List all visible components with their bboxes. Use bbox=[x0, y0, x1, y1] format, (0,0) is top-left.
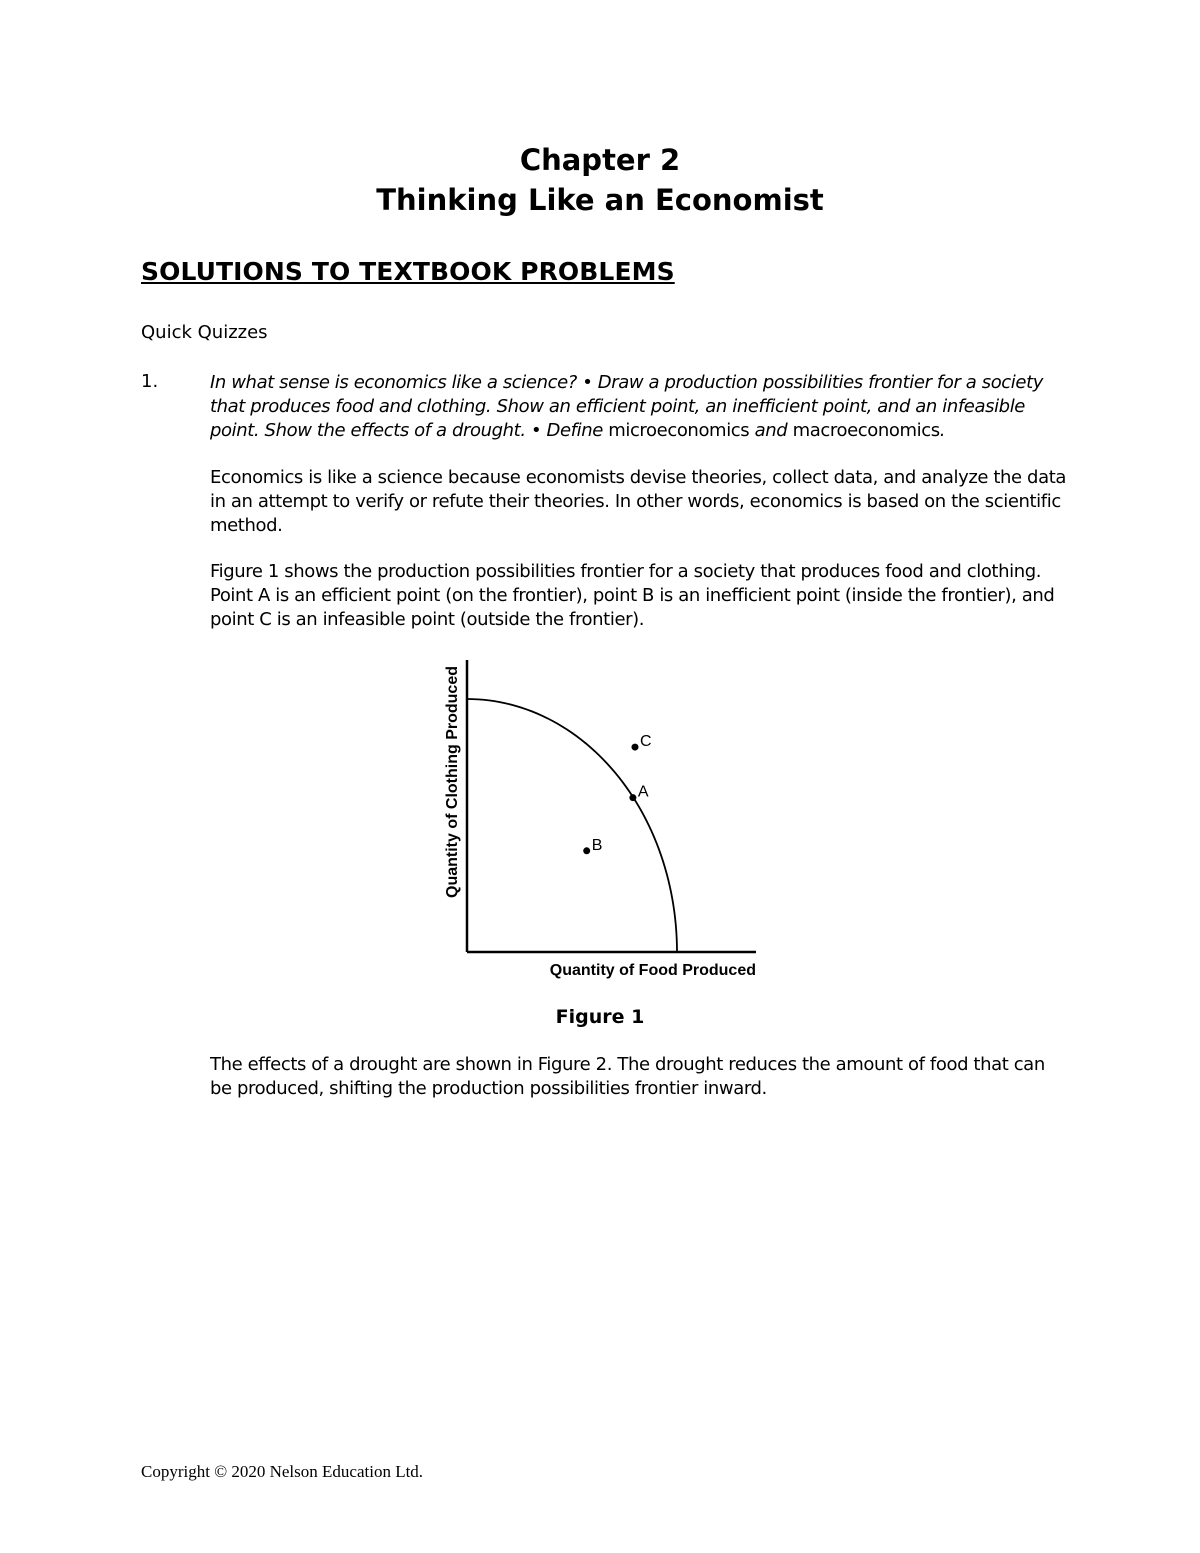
figure-caption: Figure 1 bbox=[555, 1006, 645, 1028]
section-heading: SOLUTIONS TO TEXTBOOK PROBLEMS bbox=[141, 257, 675, 286]
chapter-number: Chapter 2 bbox=[519, 143, 681, 177]
question-end: . bbox=[939, 420, 946, 441]
ppf-figure bbox=[436, 652, 766, 982]
ppf-chart bbox=[436, 652, 766, 982]
term-macroeconomics: macroeconomics bbox=[792, 420, 940, 441]
y-axis-label: Quantity of Clothing Produced bbox=[444, 666, 461, 898]
answer-paragraph-3: The effects of a drought are shown in Figure 2. The drought reduces the amount of food that can be produced, shifting the production possibilities frontier inward. bbox=[210, 1054, 1045, 1099]
point-a-label: A bbox=[637, 783, 649, 801]
chapter-title: Thinking Like an Economist bbox=[376, 183, 824, 217]
point-a-marker bbox=[629, 794, 636, 801]
question-number: 1. bbox=[141, 371, 159, 392]
term-microeconomics: microeconomics bbox=[608, 420, 750, 441]
answer-paragraph-1: Economics is like a science because economists devise theories, collect data, and analyze the data in an attempt to verify or refute their theories. In other words, economics is based on the scientific method. bbox=[210, 467, 1066, 536]
copyright-footer: Copyright © 2020 Nelson Education Ltd. bbox=[141, 1462, 424, 1481]
question-part1: In what sense is economics like a science? • Draw a production possibilities frontier for a society that produces food and clothing. Show an efficient point, an inefficient point, and an infeasible point. Show the effects of a drought. • Define bbox=[210, 372, 1043, 441]
point-b-marker bbox=[583, 847, 590, 854]
x-axis-label: Quantity of Food Produced bbox=[549, 962, 756, 979]
answer-paragraph-2: Figure 1 shows the production possibilities frontier for a society that produces food and clothing. Point A is an efficient point (on the frontier), point B is an inefficient point (inside the frontier), and point C is an infeasible point (outside the frontier). bbox=[210, 561, 1055, 630]
point-c-marker bbox=[632, 744, 639, 751]
question-and: and bbox=[749, 420, 793, 441]
point-b-label: B bbox=[591, 836, 603, 854]
question-text bbox=[210, 371, 1070, 443]
subheading-quick-quizzes: Quick Quizzes bbox=[141, 322, 268, 343]
point-c-label: C bbox=[640, 733, 652, 751]
